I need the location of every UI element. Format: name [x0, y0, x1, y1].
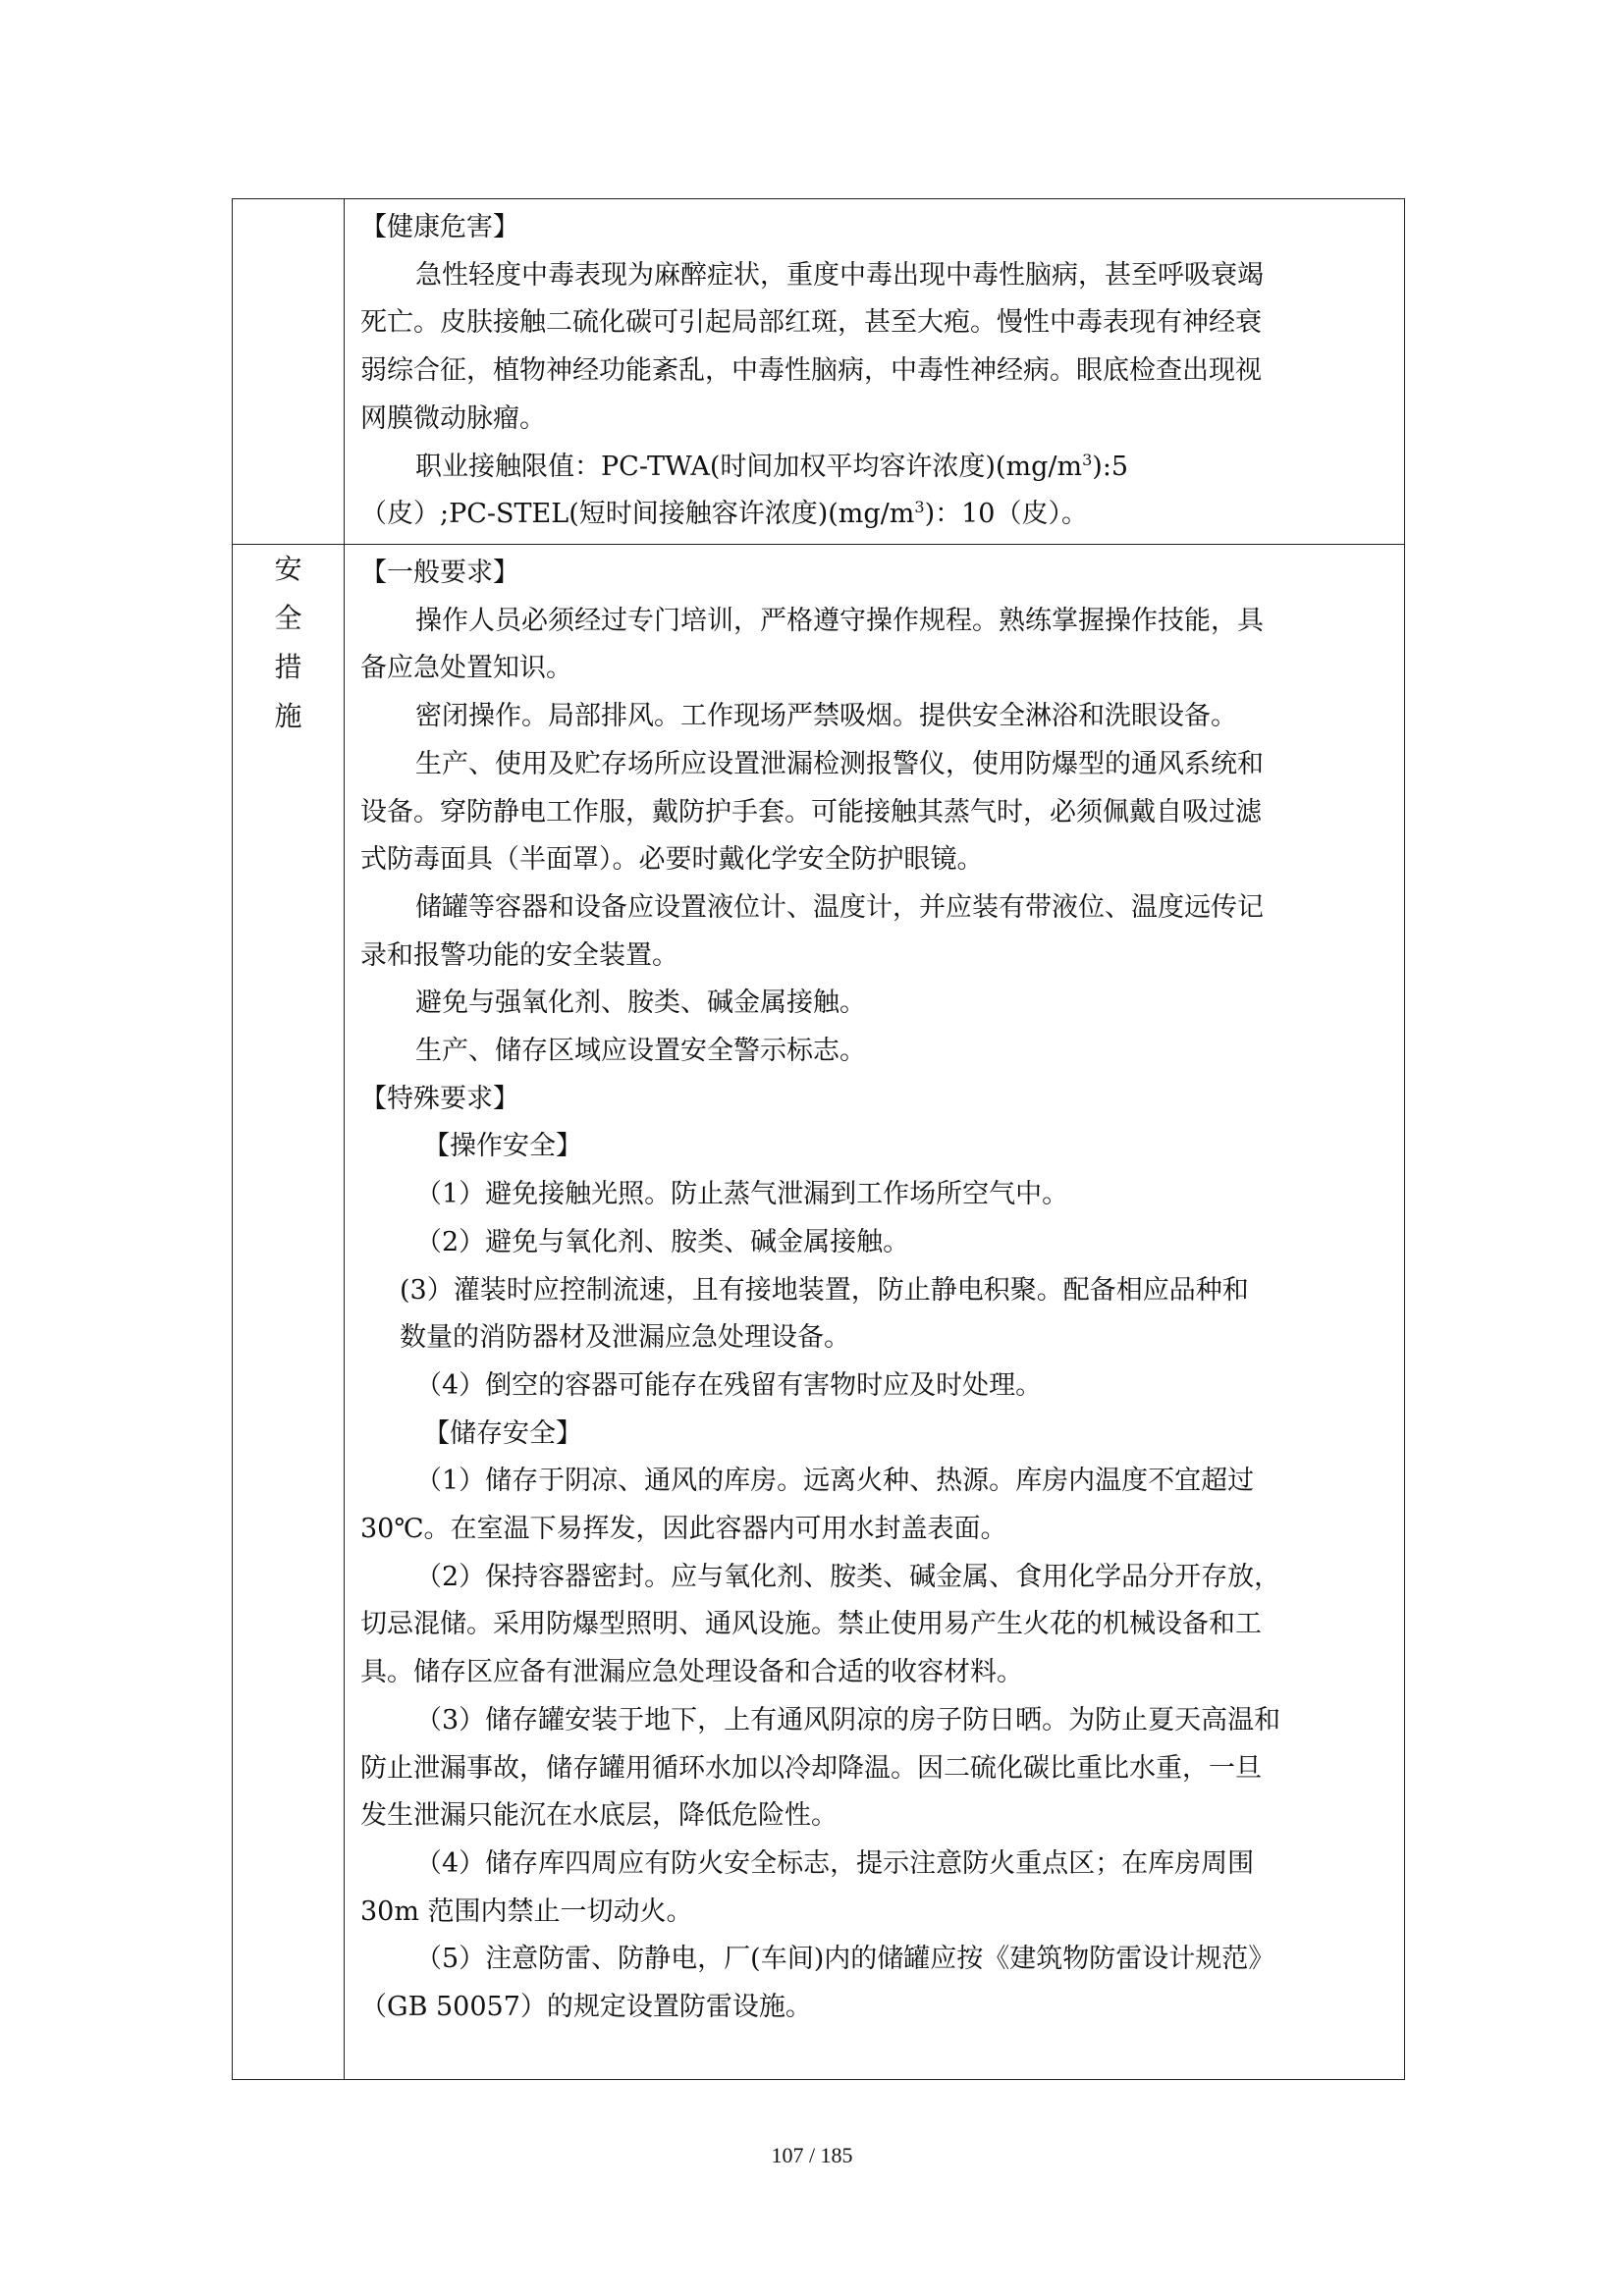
general-requirement-line: 储罐等容器和设备应设置液位计、温度计，并应装有带液位、温度远传记	[415, 891, 1264, 923]
storage-safety-line: 30m 范围内禁止一切动火。	[360, 1896, 693, 1927]
operation-safety-line: （2）避免与氧化剂、胺类、碱金属接触。	[415, 1226, 910, 1257]
general-requirement-line: 式防毒面具（半面罩）。必要时戴化学安全防护眼镜。	[360, 844, 984, 876]
health-line: 网膜微动脉瘤。	[360, 402, 546, 434]
operation-safety-list	[360, 1171, 1390, 1411]
general-requirement-line: 生产、使用及贮存场所应设置泄漏检测报警仪，使用防爆型的通风系统和	[415, 748, 1264, 779]
general-requirement-line: 设备。穿防静电工作服，戴防护手套。可能接触其蒸气时，必须佩戴自吸过滤	[360, 796, 1262, 828]
general-requirements-heading: 【一般要求】	[360, 558, 519, 588]
storage-safety-line: 防止泄漏事故，储存罐用循环水加以冷却降温。因二硫化碳比重比水重，一旦	[360, 1752, 1262, 1784]
general-requirement-line: 避免与强氧化剂、胺类、碱金属接触。	[415, 988, 866, 1019]
safety-row	[233, 545, 1405, 2080]
exposure-limit-line: （皮）;PC-STEL(短时间接触容许浓度)$(mg/m^3)$：10（皮）。	[360, 498, 1088, 530]
health-label-cell	[233, 199, 345, 545]
health-line: 急性轻度中毒表现为麻醉症状，重度中毒出现中毒性脑病，甚至呼吸衰竭	[415, 259, 1264, 291]
storage-safety-line: 发生泄漏只能沉在水底层，降低危险性。	[360, 1800, 838, 1832]
safety-content-cell	[345, 545, 1405, 2080]
storage-safety-line: （1）储存于阴凉、通风的库房。远离火种、热源。库房内温度不宜超过	[415, 1466, 1255, 1497]
health-line: 死亡。皮肤接触二硫化碳可引起局部红斑，甚至大疱。慢性中毒表现有神经衰	[360, 307, 1262, 339]
health-heading: 【健康危害】	[360, 212, 519, 242]
exposure-limit-line: 职业接触限值：PC-TWA(时间加权平均容许浓度)$(mg/m^3):5$	[415, 450, 1129, 482]
storage-safety-line: （3）储存罐安装于地下，上有通风阴凉的房子防日晒。为防止夏天高温和	[415, 1704, 1281, 1735]
storage-safety-line: 切忌混储。采用防爆型照明、通风设施。禁止使用易产生火花的机械设备和工	[360, 1609, 1262, 1640]
health-content-cell	[345, 199, 1405, 545]
safety-measures-label: 安 全 措 施	[274, 553, 302, 732]
storage-safety-line: （4）储存库四周应有防火安全标志，提示注意防火重点区；在库房周围	[415, 1847, 1255, 1879]
operation-safety-line: （4）倒空的容器可能存在残留有害物时应及时处理。	[415, 1369, 1043, 1401]
storage-safety-list	[360, 1458, 1390, 2031]
general-requirement-line: 密闭操作。局部排风。工作现场严禁吸烟。提供安全淋浴和洗眼设备。	[415, 701, 1237, 732]
storage-safety-line: （GB 50057）的规定设置防雷设施。	[360, 1992, 812, 2023]
health-row	[233, 199, 1405, 545]
document-table	[232, 198, 1405, 2080]
general-requirement-line: 操作人员必须经过专门培训，严格遵守操作规程。熟练掌握操作技能，具	[415, 605, 1264, 636]
storage-safety-line: （5）注意防雷、防静电，厂(车间)内的储罐应按《建筑物防雷设计规范》	[415, 1944, 1275, 1975]
general-requirement-line: 备应急处置知识。	[360, 653, 572, 684]
operation-safety-line: 数量的消防器材及泄漏应急处理设备。	[400, 1322, 850, 1354]
health-line: 弱综合征，植物神经功能紊乱，中毒性脑病，中毒性神经病。眼底检查出现视	[360, 355, 1262, 387]
operation-safety-line: （1）避免接触光照。防止蒸气泄漏到工作场所空气中。	[415, 1179, 1069, 1210]
safety-label-cell	[233, 545, 345, 2080]
operation-safety-line: (3）灌装时应控制流速，且有接地装置，防止静电积聚。配备相应品种和	[400, 1274, 1249, 1306]
operation-safety-heading: 【操作安全】	[423, 1131, 582, 1162]
storage-safety-heading: 【储存安全】	[423, 1417, 582, 1449]
general-requirement-line: 生产、储存区域应设置安全警示标志。	[415, 1036, 866, 1067]
page-number: 107 / 185	[771, 2143, 853, 2167]
storage-safety-line: （2）保持容器密封。应与氧化剂、胺类、碱金属、食用化学品分开存放，	[415, 1561, 1281, 1592]
storage-safety-line: 具。储存区应备有泄漏应急处理设备和合适的收容材料。	[360, 1657, 1023, 1688]
storage-safety-line: 30℃。在室温下易挥发，因此容器内可用水封盖表面。	[360, 1514, 1007, 1545]
special-requirements-heading: 【特殊要求】	[360, 1083, 519, 1114]
general-requirements-list	[360, 598, 1390, 1076]
general-requirement-line: 录和报警功能的安全装置。	[360, 939, 678, 971]
